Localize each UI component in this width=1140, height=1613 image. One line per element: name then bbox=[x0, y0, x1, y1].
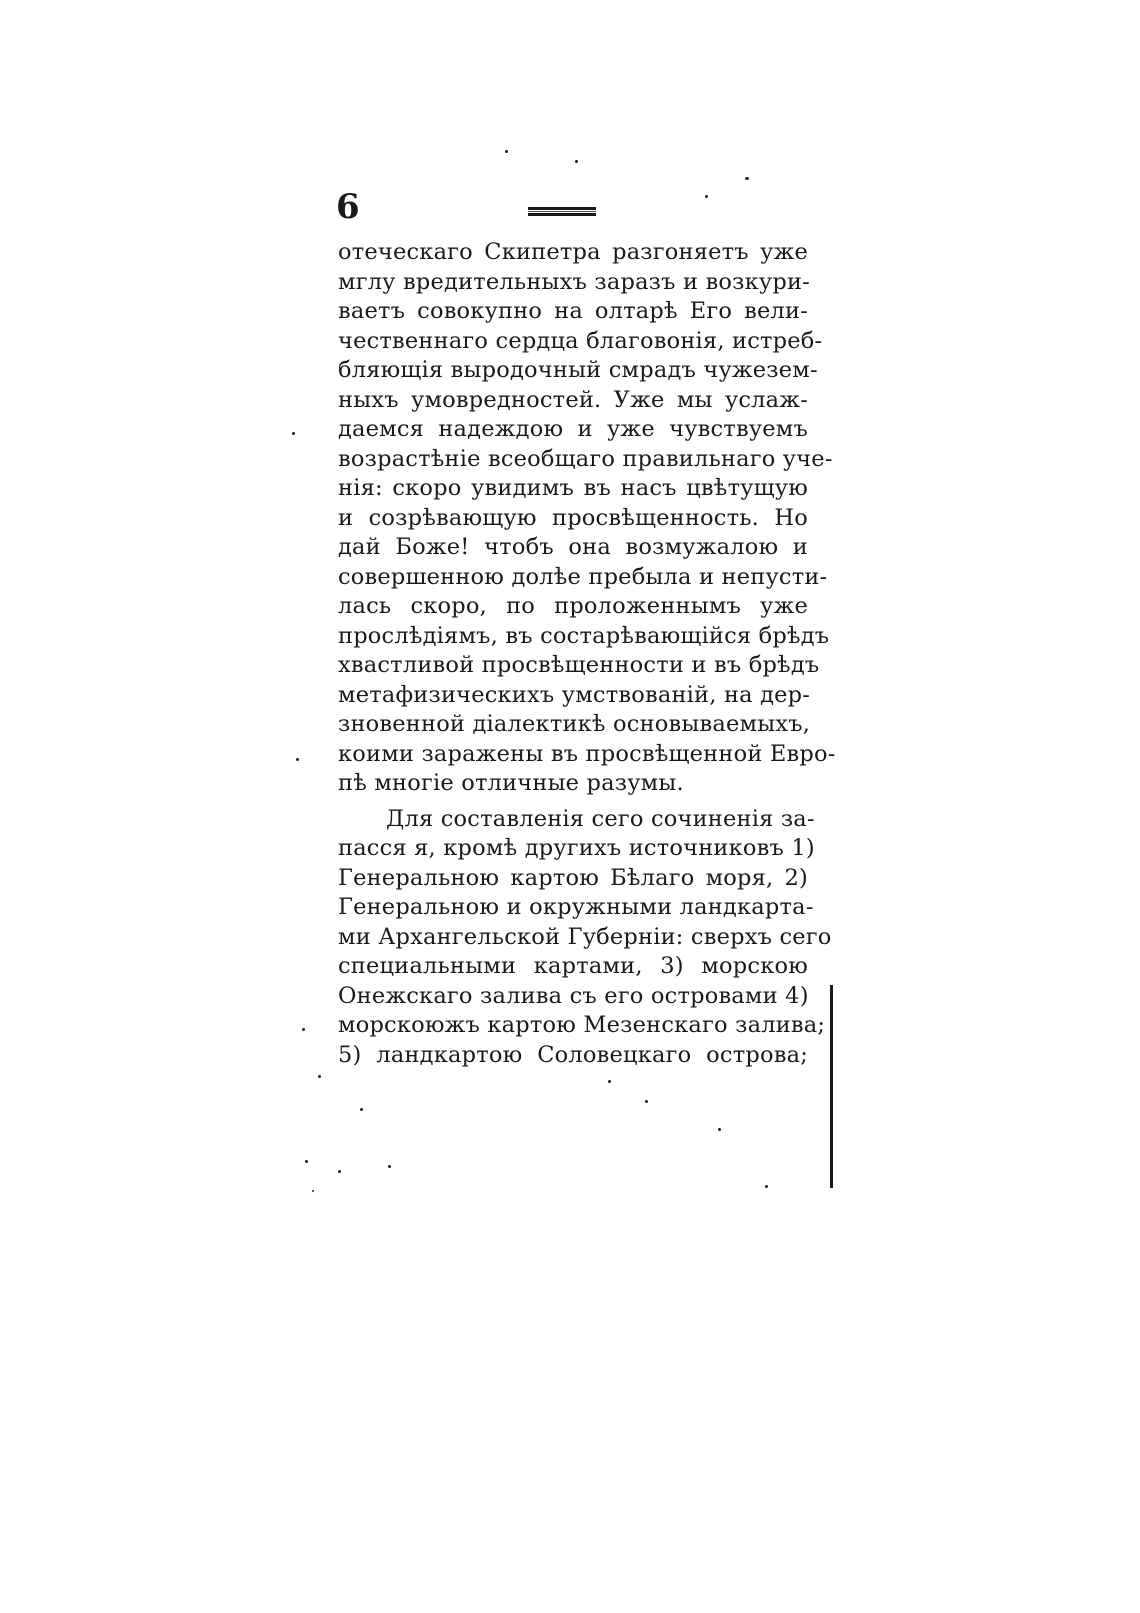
margin-rule bbox=[830, 985, 833, 1188]
text-line: пѣ многіе отличные разумы. bbox=[338, 770, 684, 796]
text-line: метафизическихъ умствованій, на дер- bbox=[338, 681, 811, 708]
text-line: Генеральною картою Бѣлаго моря, 2) bbox=[338, 864, 808, 891]
text-line: ваетъ совокупно на олтарѣ Его вели- bbox=[338, 298, 808, 324]
text-line: лась скоро, по проложеннымъ уже bbox=[338, 593, 808, 619]
text-line: ми Архангельской Губерніи: сверхъ сего bbox=[338, 923, 832, 950]
text-line: коими заражены въ просвѣщенной Евро- bbox=[338, 740, 836, 767]
paragraph-2 bbox=[338, 805, 832, 1071]
text-line: мглу вредительныхъ заразъ и возкури- bbox=[338, 268, 810, 295]
text-line: нія: скоро увидимъ въ насъ цвѣтущую bbox=[338, 475, 808, 501]
text-line: дай Боже! чтобъ она возмужалою и bbox=[338, 534, 808, 560]
text-line: чественнаго сердца благовонія, истреб- bbox=[338, 327, 823, 354]
text-line: морскоюжъ картою Мезенскаго залива; bbox=[338, 1012, 826, 1038]
text-line: зновенной діалектикѣ основываемыхъ, bbox=[338, 711, 811, 737]
text-line: пасся я, кромѣ другихъ источниковъ 1) bbox=[338, 835, 815, 861]
page-number: 6 bbox=[336, 187, 360, 227]
paragraph-1 bbox=[338, 238, 836, 799]
text-line: 5) ландкартою Соловецкаго острова; bbox=[338, 1041, 808, 1068]
text-line: ныхъ умовредностей. Уже мы услаж- bbox=[338, 386, 808, 413]
text-line: отеческаго Скипетра разгоняетъ уже bbox=[338, 239, 808, 265]
text-line: хвастливой просвѣщенности и въ брѣдъ bbox=[338, 652, 820, 678]
text-line: возрастѣніе всеобщаго правильнаго уче- bbox=[338, 445, 833, 472]
text-line: Для составленія сего сочиненія за- bbox=[386, 805, 815, 832]
body-text bbox=[338, 238, 836, 1070]
header-ornament-rule bbox=[528, 207, 596, 216]
text-line: даемся надеждою и уже чувствуемъ bbox=[338, 416, 808, 442]
text-line: бляющія выродочный смрадъ чужезем- bbox=[338, 357, 818, 383]
text-line: Онежскаго залива съ его островами 4) bbox=[338, 982, 809, 1009]
text-line: Генеральною и окружными ландкарта- bbox=[338, 894, 814, 920]
text-line: специальными картами, 3) морскою bbox=[338, 953, 808, 979]
text-line: и созрѣвающую просвѣщенность. Но bbox=[338, 504, 808, 531]
text-line: прослѣдіямъ, въ состарѣвающійся брѣдъ bbox=[338, 622, 830, 649]
text-line: совершенною долѣе пребыла и непусти- bbox=[338, 563, 828, 590]
